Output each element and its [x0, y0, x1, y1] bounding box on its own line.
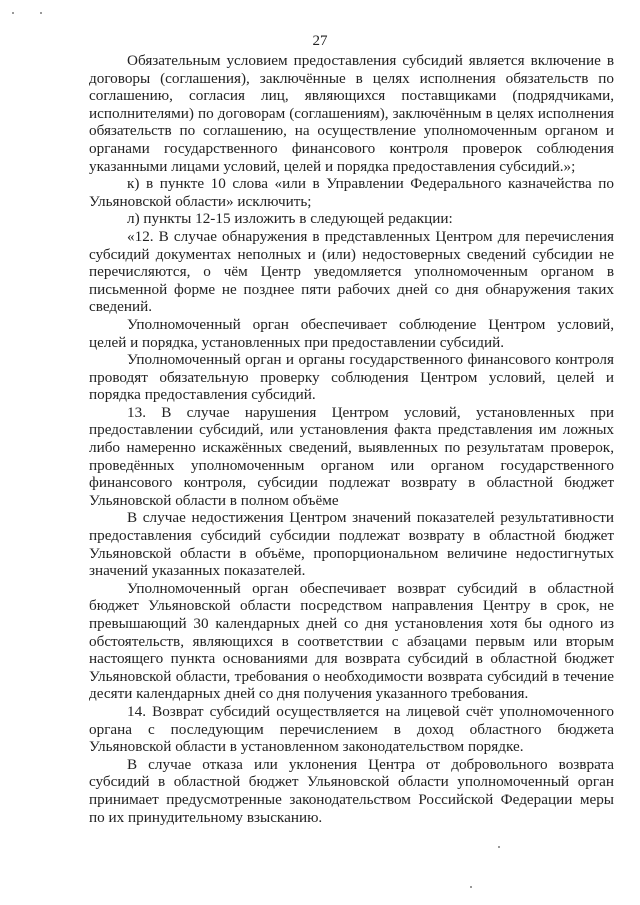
paragraph: к) в пункте 10 слова «или в Управлении Федерального казначейства по Ульяновской области» исключить;: [89, 175, 614, 210]
paragraph: Уполномоченный орган обеспечивает соблюдение Центром условий, целей и порядка, установленных при предоставлении субсидий.: [89, 315, 614, 351]
paragraph: «12. В случае обнаружения в представленных Центром для перечисления субсидий документах неполных и (или) недостоверных сведений субсидии не перечисляются, о чём Центр уведомляется уполномоченным органом в письменной форме не позднее пяти рабочих дней со дня обнаружения таких сведений.: [89, 227, 614, 316]
paragraph: л) пункты 12-15 изложить в следующей редакции:: [127, 210, 453, 228]
paragraph: 13. В случае нарушения Центром условий, установленных при предоставлении субсидий, или установления факта представления им ложных либо намеренно искажённых сведений, выявленных по результатам проверок, проведённых уполномоченным органом или органом государственного финансового контроля, субсидии подлежат возврату в областной бюджет Ульяновской области в полном объёме: [89, 403, 614, 509]
paragraph: В случае отказа или уклонения Центра от добровольного возврата субсидий в областной бюджет Ульяновской области уполномоченный орган принимает предусмотренные законодательством Российской Федерации меры по их принудительному взысканию.: [89, 755, 614, 826]
paragraph: Уполномоченный орган и органы государственного финансового контроля проводят обязательную проверку соблюдения Центром условий, целей и порядка предоставления субсидий.: [89, 351, 614, 404]
scan-speck: [12, 12, 14, 14]
scan-speck: [498, 846, 500, 848]
document-body: [89, 52, 614, 826]
paragraph: Обязательным условием предоставления субсидий является включение в договоры (соглашения), заключённые в целях исполнения обязательств по соглашению, согласия лиц, являющихся поставщиками (подрядчиками, исполнителями) по договорам (соглашениям), заключённым в целях исполнения обязательств по соглашению, на осуществление уполномоченным органом и органами государственного финансового контроля проверок соблюдения указанными лицами условий, целей и порядка предоставления субсидий.»;: [89, 52, 614, 175]
scan-speck: [40, 12, 42, 14]
paragraph: 14. Возврат субсидий осуществляется на лицевой счёт уполномоченного органа с последующим перечислением в доход областного бюджета Ульяновской области в установленном законодательством порядке.: [89, 702, 614, 756]
scan-speck: [470, 886, 472, 888]
page-number: 27: [312, 33, 328, 49]
paragraph: В случае недостижения Центром значений показателей результативности предоставления субсидий субсидии подлежат возврату в областной бюджет Ульяновской области в объёме, пропорциональном величине недостигнутых значений указанных показателей.: [89, 509, 614, 580]
paragraph: Уполномоченный орган обеспечивает возврат субсидий в областной бюджет Ульяновской области посредством направления Центру в срок, не превышающий 30 календарных дней со дня установления хотя бы одного из обстоятельств, являющихся в соответствии с абзацами первым или вторым настоящего пункта основаниями для возврата субсидий в областной бюджет Ульяновской области, требования о необходимости возврата субсидий в течение десяти календарных дней со дня получения указанного требования.: [89, 579, 614, 703]
